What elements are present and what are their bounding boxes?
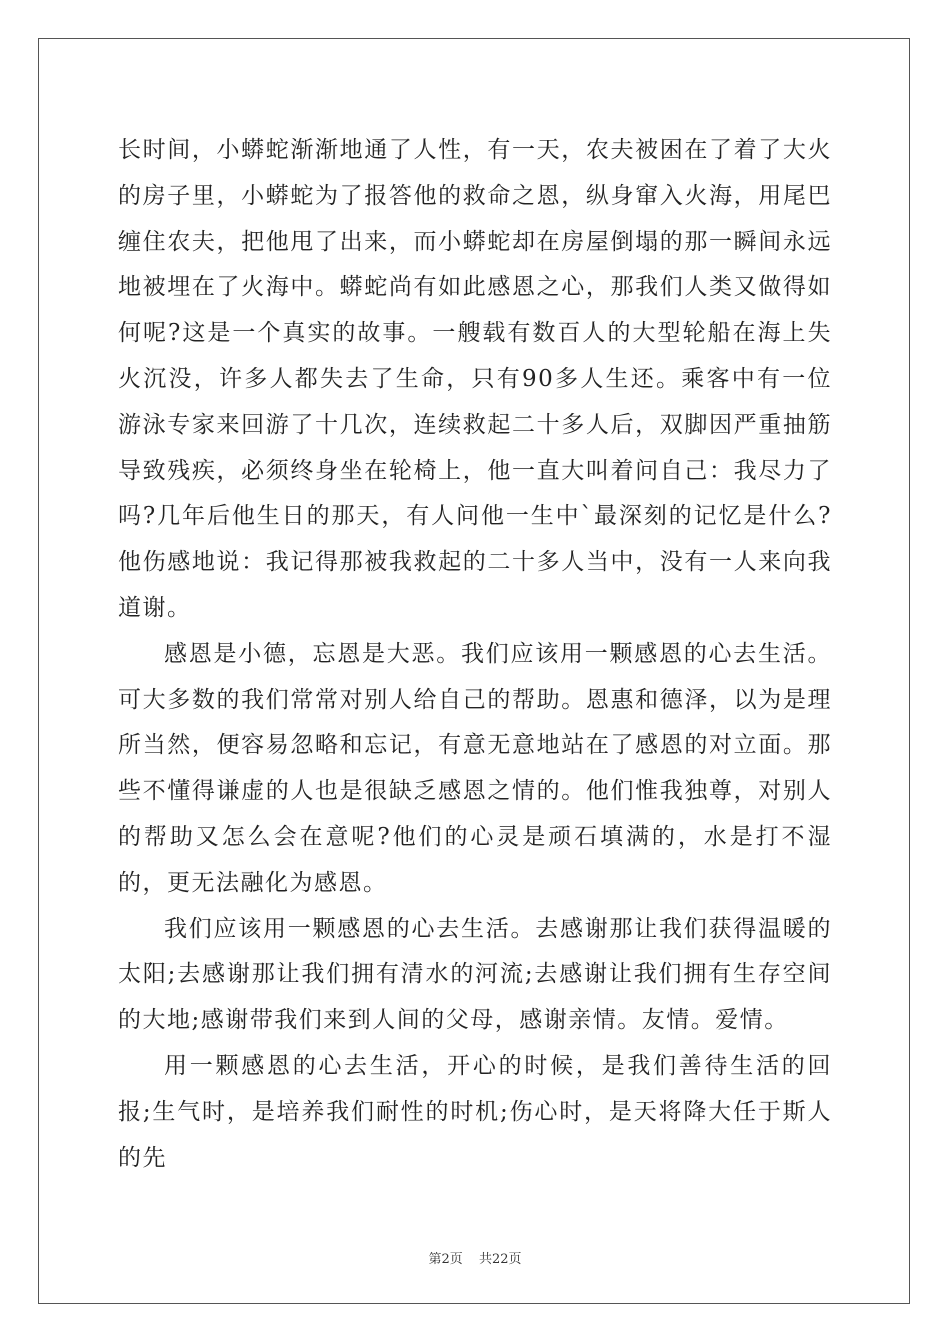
paragraph-4: 用一颗感恩的心去生活，开心的时候，是我们善待生活的回报;生气时，是培养我们耐性的时机;伤心时，是天将降大任于斯人的先 [118, 1052, 832, 1171]
paragraph-1: 长时间，小蟒蛇渐渐地通了人性，有一天，农夫被困在了着了大火的房子里，小蟒蛇为了报答他的救命之恩，纵身窜入火海，用尾巴缠住农夫，把他甩了出来，而小蟒蛇却在房屋倒塌的那一瞬间永远地被埋在了火海中。蟒蛇尚有如此感恩之心，那我们人类又做得如何呢?这是一个真实的故事。一艘载有数百人的大型轮船在海上失火沉没，许多人都失去了生命，只有90多人生还。乘客中有一位游泳专家来回游了十几次，连续救起二十多人后，双脚因严重抽筋导致残疾，必须终身坐在轮椅上，他一直大叫着问自己：我尽力了吗?几年后他生日的那天，有人问他一生中`最深刻的记忆是什么?他伤感地说：我记得那被我救起的二十多人当中，没有一人来向我道谢。 [118, 137, 832, 621]
page-footer [0, 1248, 950, 1267]
document-body [118, 128, 832, 1181]
paragraph-3: 我们应该用一颗感恩的心去生活。去感谢那让我们获得温暖的太阳;去感谢那让我们拥有清水的河流;去感谢让我们拥有生存空间的大地;感谢带我们来到人间的父母，感谢亲情。友情。爱情。 [118, 915, 832, 1034]
page-total: 共22页 [478, 1252, 522, 1267]
paragraph-2: 感恩是小德，忘恩是大恶。我们应该用一颗感恩的心去生活。可大多数的我们常常对别人给自己的帮助。恩惠和德泽，以为是理所当然，便容易忽略和忘记，有意无意地站在了感恩的对立面。那些不懂得谦虚的人也是很缺乏感恩之情的。他们惟我独尊，对别人的帮助又怎么会在意呢?他们的心灵是顽石填满的，水是打不湿的，更无法融化为感恩。 [118, 640, 832, 896]
page-number: 第2页 [428, 1252, 463, 1267]
